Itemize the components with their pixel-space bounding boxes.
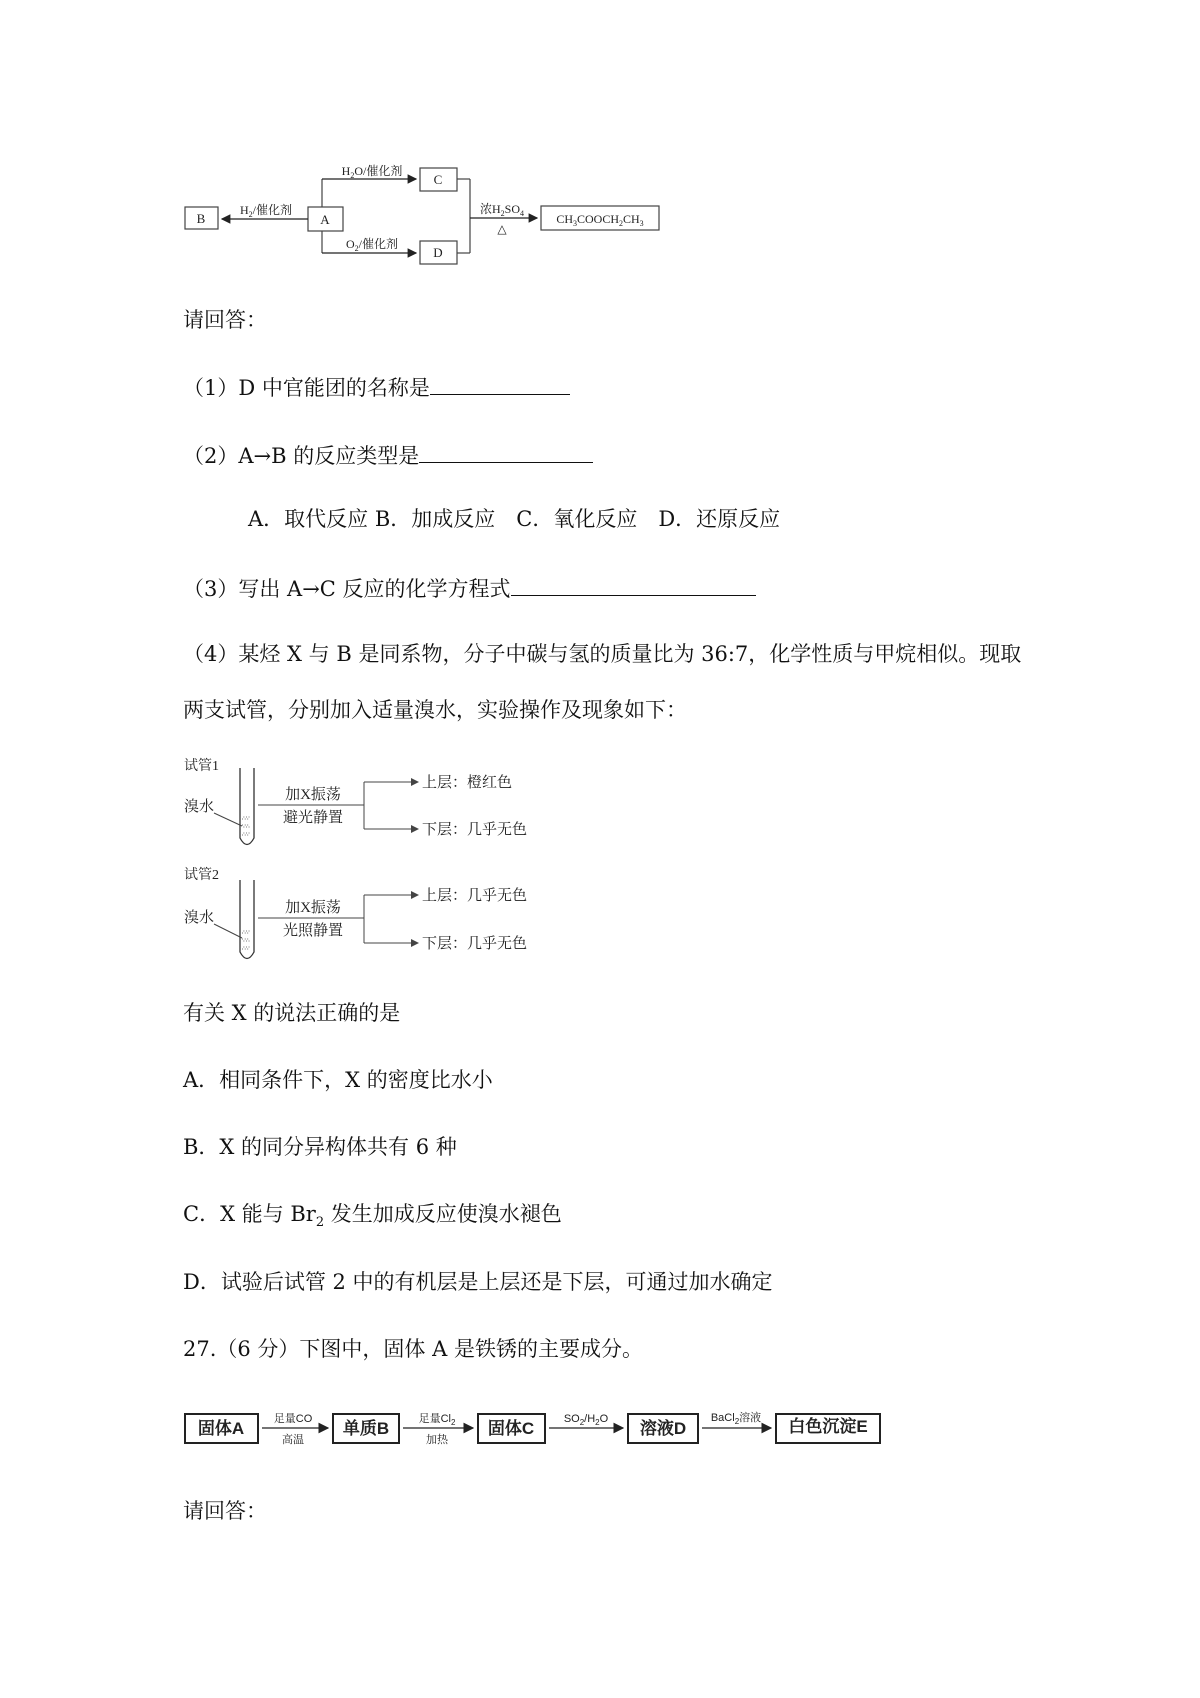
condition-cl2: 足量$Cl_2$	[418, 1413, 456, 1427]
box-white-precipitate-e-label: 白色沉淀E	[788, 1417, 868, 1436]
prompt-answer: 请回答：	[183, 308, 267, 332]
node-c-label: C	[433, 172, 443, 187]
svg-text:∵∴: ∵∴	[242, 824, 250, 830]
svg-text:∴∵: ∴∵	[242, 832, 250, 838]
question-2: （2）A→B 的反应类型是	[183, 440, 593, 470]
condition-a-to-b: $H_2/$催化剂	[239, 203, 293, 219]
question-4-line1: （4）某烃 X 与 B 是同系物，分子中碳与氢的质量比为 36:7，化学性质与甲烷相似。现取	[183, 642, 1022, 666]
svg-text:∵∴: ∵∴	[242, 938, 250, 944]
question-1: （1）D 中官能团的名称是	[183, 372, 570, 402]
bromine-water-2	[242, 930, 250, 952]
answer-blank-1[interactable]	[430, 372, 570, 395]
tube2-op-shake: 加X振荡	[285, 900, 341, 916]
box-element-b-label: 单质B	[342, 1419, 390, 1438]
condition-a-to-d: $O_2/$催化剂	[345, 237, 399, 253]
tube2-op-light: 光照静置	[282, 923, 344, 939]
question-3: （3）写出 A→C 反应的化学方程式	[183, 573, 756, 603]
svg-text:∴∵: ∴∵	[242, 946, 250, 952]
question-4-line2: 两支试管，分别加入适量溴水，实验操作及现象如下：	[183, 698, 687, 722]
tube2-lower-result: 下层：几乎无色	[422, 936, 528, 952]
condition-bacl2: BaCl$_2$溶液	[710, 1412, 762, 1426]
product-label: $CH_3COOCH_2CH_3$	[556, 212, 644, 228]
question-2-options: A．取代反应 B．加成反应 C．氧化反应 D．还原反应	[248, 507, 781, 531]
condition-so2-h2o: $SO_2/H_2O$	[563, 1413, 609, 1427]
svg-text:∴∵: ∴∵	[242, 930, 250, 936]
tube1-label: 试管1	[184, 759, 219, 774]
option-b: B．X 的同分异构体共有 6 种	[183, 1135, 457, 1159]
box-solid-a-label: 固体A	[197, 1419, 245, 1438]
bromine-water-1	[242, 816, 250, 838]
answer-blank-3[interactable]	[511, 573, 756, 596]
node-a-label: A	[320, 212, 330, 227]
tube1-lower-result: 下层：几乎无色	[422, 822, 528, 838]
answer-blank-2[interactable]	[419, 440, 593, 463]
tube1-op-shake: 加X振荡	[285, 787, 341, 803]
reagent-label-1: 溴水	[184, 799, 215, 815]
condition-heat: 加热	[426, 1434, 448, 1446]
tube2-label: 试管2	[184, 868, 219, 883]
condition-high-temp: 高温	[282, 1434, 304, 1446]
condition-co: 足量CO	[273, 1413, 313, 1425]
reaction-scheme-iron	[0, 1395, 900, 1455]
reagent-label-2: 溴水	[184, 910, 215, 926]
tube1-op-rest: 避光静置	[282, 810, 344, 826]
condition-ester-top: 浓$H_2SO_4$	[479, 202, 525, 218]
svg-text:∴∵: ∴∵	[242, 816, 250, 822]
option-d: D．试验后试管 2 中的有机层是上层还是下层，可通过加水确定	[183, 1270, 773, 1294]
q27-prompt-answer: 请回答：	[183, 1499, 267, 1523]
question-4-prompt: 有关 X 的说法正确的是	[183, 1001, 401, 1025]
experiment-diagram	[0, 750, 560, 970]
node-b-label: B	[196, 211, 206, 226]
reaction-scheme-organic	[0, 150, 700, 270]
box-solid-c-label: 固体C	[487, 1419, 535, 1438]
node-d-label: D	[433, 245, 443, 260]
tube1-upper-result: 上层：橙红色	[422, 775, 513, 791]
box-solution-d-label: 溶液D	[639, 1419, 687, 1438]
tube2-upper-result: 上层：几乎无色	[422, 888, 528, 904]
question-27-heading: 27.（6 分）下图中，固体 A 是铁锈的主要成分。	[183, 1337, 643, 1361]
condition-a-to-c: $H_2O/$催化剂	[341, 164, 403, 180]
option-a: A．相同条件下，X 的密度比水小	[183, 1068, 493, 1092]
condition-ester-bottom: △	[497, 222, 507, 236]
option-c: C．X 能与 $Br_2$ 发生加成反应使溴水褪色	[183, 1202, 562, 1231]
